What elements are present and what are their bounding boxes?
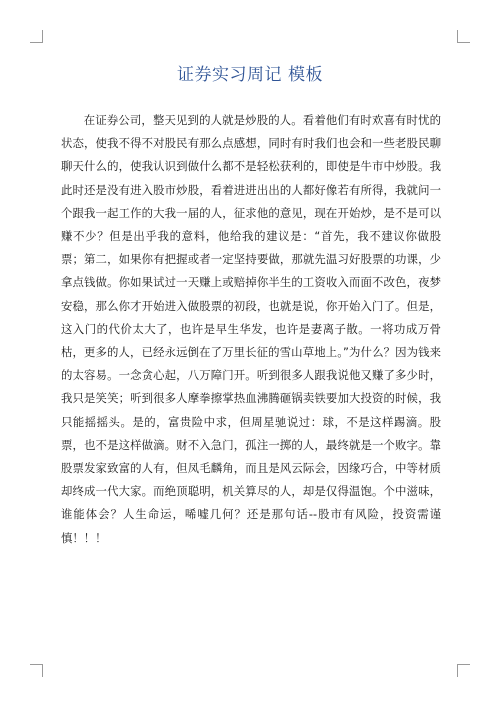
document-title: 证券实习周记 模板	[177, 65, 323, 85]
crop-mark-bottom-right	[457, 664, 470, 677]
document-body-paragraph: 在证券公司，整天见到的人就是炒股的人。看着他们有时欢喜有时忧的状态，使我不得不对股民有那么点感想，同时有时我们也会和一些老股民聊聊天什么的，使我认识到做什么都不是轻松获利的，即使是牛市中炒股。我此时还是没有进入股市炒股，看着进进出出的人都好像若有所得，我就问一个跟我一起工作的大我一届的人，征求他的意见，现在开始炒，是不是可以赚不少？但是出乎我的意料，他给我的建议是：“首先，我不建议你做股票；第二，如果你有把握或者一定坚持要做，那就先温习好股票的功课，少拿点钱做。你如果试过一天赚上或赔掉你半生的工资收入而面不改色，夜梦安稳，那么你才开始进入做股票的初段，也就是说，你开始入门了。但是，这入门的代价太大了，也许是早生华发，也许是妻离子散。一将功成万骨枯，更多的人，已经永远倒在了万里长征的雪山草地上。”为什么？因为钱来的太容易。一念贪心起，八万障门开。听到很多人跟我说他又赚了多少时，我只是笑笑；听到很多人摩拳擦掌热血沸腾砸锅卖铁要加大投资的时候，我只能摇摇头。是的，富贵险中求，但周星驰说过：球，不是这样踢滴。股票，也不是这样做滴。财不入急门，孤注一掷的人，最终就是一个败字。靠股票发家致富的人有，但凤毛麟角，而且是风云际会，因缘巧合，中等材质却终成一代大家。而绝顶聪明，机关算尽的人，却是仅得温饱。个中滋味，谁能体会？人生命运，唏嘘几何？还是那句话--股市有风险，投资需谨慎！！！	[61, 113, 441, 545]
crop-mark-top-left	[30, 30, 43, 43]
crop-mark-top-right	[457, 30, 470, 43]
crop-mark-bottom-left	[30, 664, 43, 677]
